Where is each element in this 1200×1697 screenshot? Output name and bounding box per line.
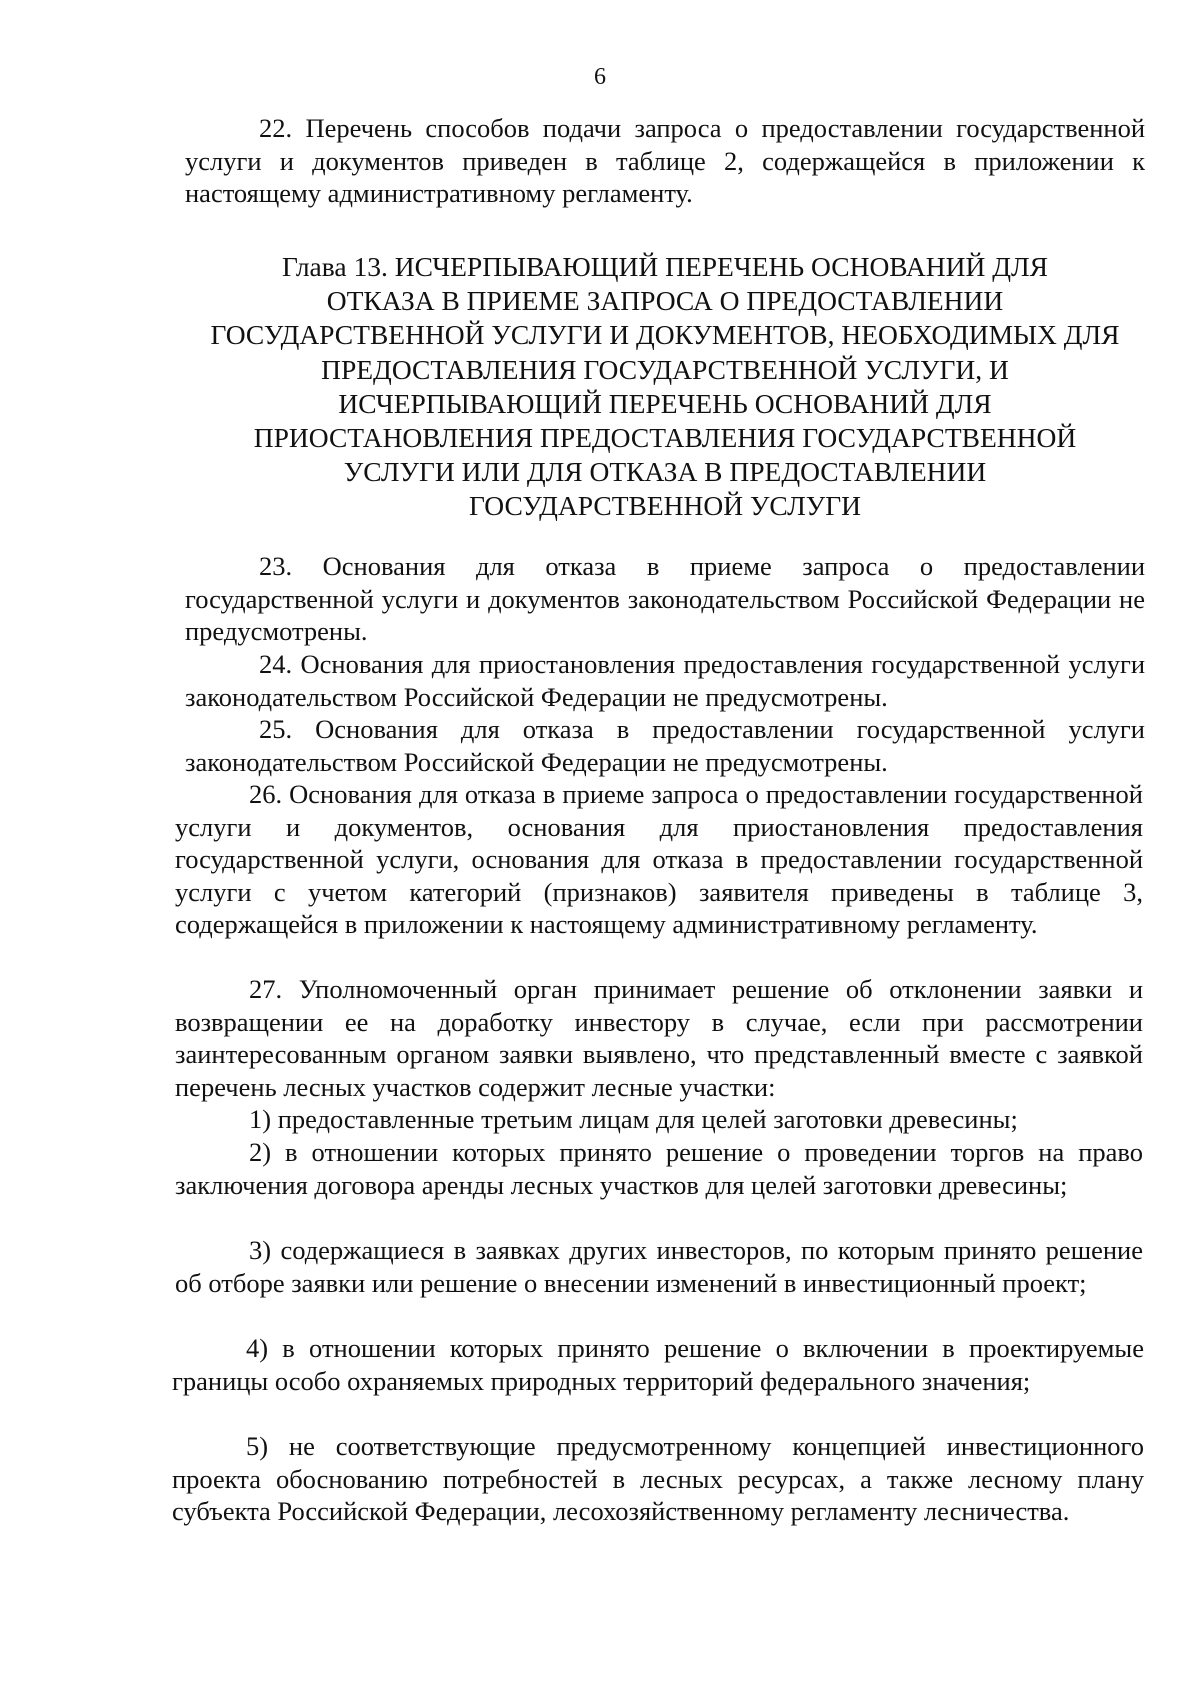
heading-line: Глава 13. ИСЧЕРПЫВАЮЩИЙ ПЕРЕЧЕНЬ ОСНОВАНИЙ ДЛЯ [282, 251, 1048, 282]
chapter-heading [185, 250, 1145, 524]
list-item-3: 3) содержащиеся в заявках других инвесторов, по которым принято решение об отборе заявки или решение о внесении изменений в инвестиционный проект; [175, 1235, 1143, 1298]
page-number: 6 [594, 64, 606, 90]
heading-line: УСЛУГИ ИЛИ ДЛЯ ОТКАЗА В ПРЕДОСТАВЛЕНИИ [343, 456, 987, 488]
paragraph-26: 26. Основания для отказа в приеме запроса о предоставлении государственной услуги и документов, основания для приостановления предоставления государственной услуги, основания для отказа в предоставлении государственной услуги с учетом категорий (признаков) заявителя приведены в таблице 3, содержащейся в приложении к настоящему административному регламенту. [175, 779, 1143, 939]
list-item-1: 1) предоставленные третьим лицам для целей заготовки древесины; [249, 1104, 1018, 1134]
heading-line: ПРИОСТАНОВЛЕНИЯ ПРЕДОСТАВЛЕНИЯ ГОСУДАРСТВЕННОЙ [253, 422, 1077, 454]
heading-line: ГОСУДАРСТВЕННОЙ УСЛУГИ [469, 490, 861, 522]
paragraph-27: 27. Уполномоченный орган принимает решение об отклонении заявки и возвращении ее на доработку инвестору в случае, если при рассмотрении заинтересованным органом заявки выявлено, что представленный вместе с заявкой перечень лесных участков содержит лесные участки: [175, 974, 1143, 1102]
heading-line: ИСЧЕРПЫВАЮЩИЙ ПЕРЕЧЕНЬ ОСНОВАНИЙ ДЛЯ [338, 387, 992, 419]
heading-line: ГОСУДАРСТВЕННОЙ УСЛУГИ И ДОКУМЕНТОВ, НЕОБХОДИМЫХ ДЛЯ [210, 319, 1120, 351]
paragraph-23: 23. Основания для отказа в приеме запроса о предоставлении государственной услуги и документов законодательством Российской Федерации не предусмотрены. [185, 551, 1145, 646]
list-item-5: 5) не соответствующие предусмотренному концепцией инвестиционного проекта обоснованию потребностей в лесных ресурсах, а также лесному плану субъекта Российской Федерации, лесохозяйственному регламенту лесничества. [172, 1431, 1144, 1526]
paragraph-25: 25. Основания для отказа в предоставлении государственной услуги законодательством Российской Федерации не предусмотрены. [185, 714, 1145, 777]
heading-line: ПРЕДОСТАВЛЕНИЯ ГОСУДАРСТВЕННОЙ УСЛУГИ, И [321, 353, 1009, 385]
paragraph-22: 22. Перечень способов подачи запроса о предоставлении государственной услуги и документов приведен в таблице 2, содержащейся в приложении к настоящему административному регламенту. [185, 113, 1145, 208]
heading-line: ОТКАЗА В ПРИЕМЕ ЗАПРОСА О ПРЕДОСТАВЛЕНИИ [326, 285, 1004, 317]
paragraph-24: 24. Основания для приостановления предоставления государственной услуги законодательством Российской Федерации не предусмотрены. [185, 649, 1145, 712]
list-item-2: 2) в отношении которых принято решение о проведении торгов на право заключения договора аренды лесных участков для целей заготовки древесины; [175, 1137, 1143, 1200]
list-item-4: 4) в отношении которых принято решение о включении в проектируемые границы особо охраняемых природных территорий федерального значения; [172, 1333, 1144, 1396]
